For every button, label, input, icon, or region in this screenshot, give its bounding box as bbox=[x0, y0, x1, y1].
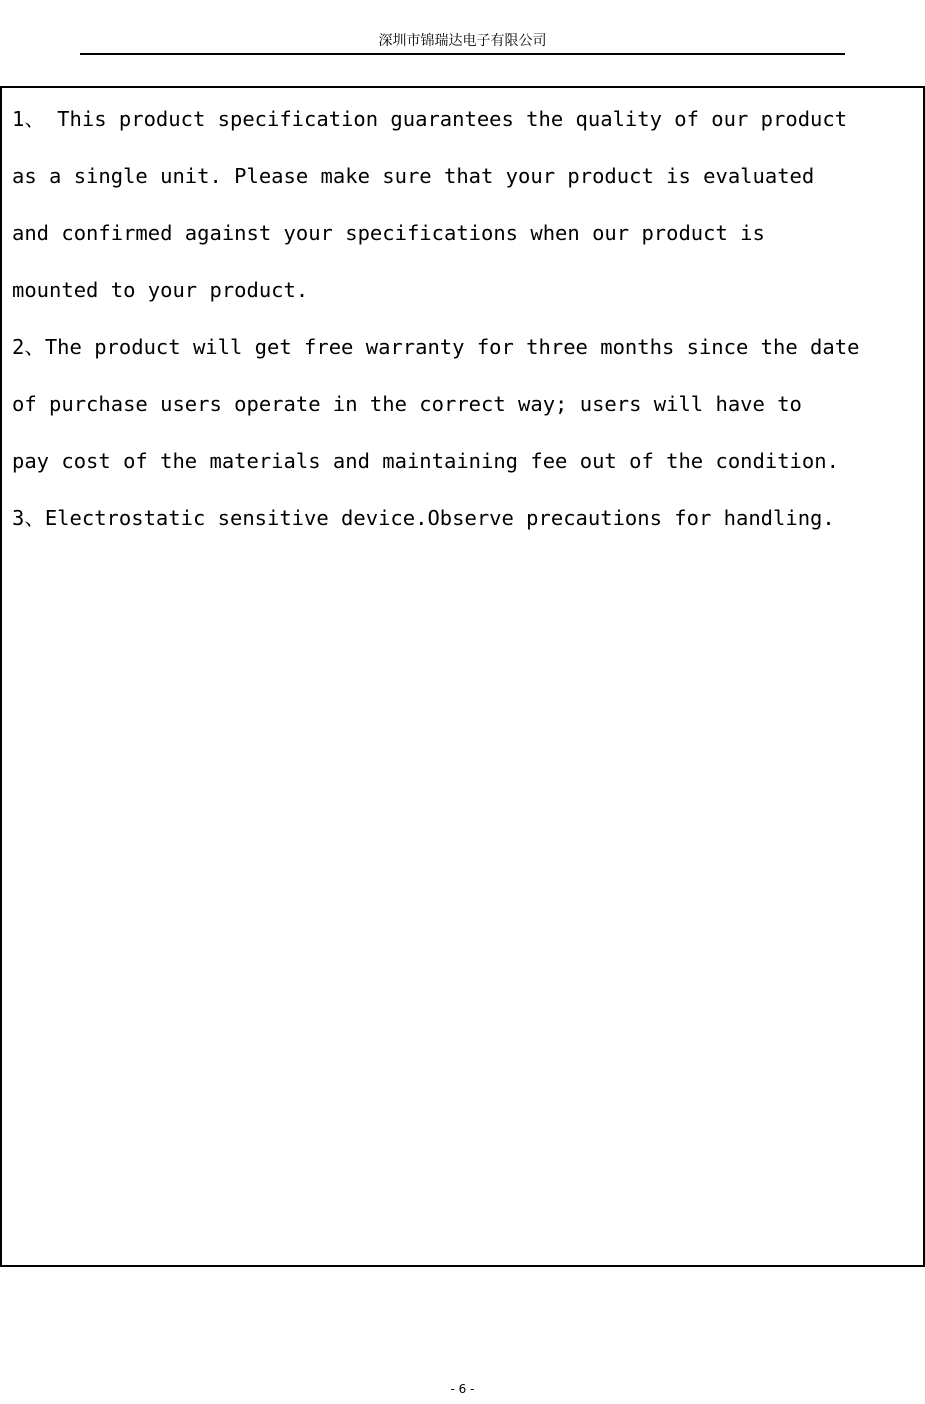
notes-box bbox=[0, 86, 925, 1267]
note-line-8: 3、Electrostatic sensitive device.Observe precautions for handling. bbox=[12, 506, 835, 530]
note-line-6: of purchase users operate in the correct way; users will have to bbox=[12, 392, 802, 416]
page-number: - 6 - bbox=[450, 1382, 475, 1396]
company-header: 深圳市锦瑞达电子有限公司 bbox=[378, 33, 547, 49]
note-line-1: 1、 This product specification guarantees the quality of our product bbox=[12, 107, 848, 131]
note-line-7: pay cost of the materials and maintaining fee out of the condition. bbox=[12, 449, 839, 473]
header-divider bbox=[80, 53, 845, 55]
note-line-4: mounted to your product. bbox=[12, 278, 309, 302]
note-line-3: and confirmed against your specifications when our product is bbox=[12, 221, 765, 245]
note-line-2: as a single unit. Please make sure that your product is evaluated bbox=[12, 164, 815, 188]
note-line-5: 2、The product will get free warranty for three months since the date bbox=[12, 335, 860, 359]
